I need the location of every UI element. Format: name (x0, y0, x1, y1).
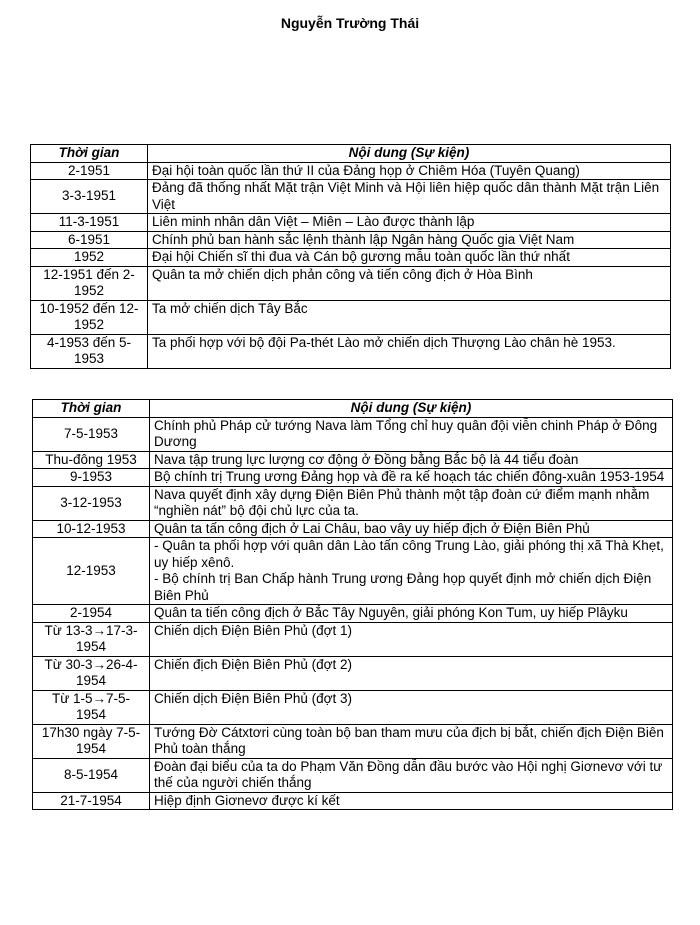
table-row (31, 180, 671, 214)
header-event: Nội dung (Sự kiện) (148, 145, 671, 163)
row-event: Nava tập trung lực lượng cơ động ở Đồng bằng Bắc bộ là 44 tiểu đoàn (150, 451, 673, 469)
row-time: Từ 30-3→26-4-1954 (33, 656, 150, 690)
row-time: 8-5-1954 (33, 758, 150, 792)
row-time: 3-3-1951 (31, 180, 148, 214)
row-event: Hiệp định Giơnevơ được kí kết (150, 792, 673, 810)
table-row (33, 690, 673, 724)
table-row (33, 451, 673, 469)
row-event: Chính phủ Pháp cử tướng Nava làm Tổng chỉ huy quân đội viễn chinh Pháp ở Đông Dương (150, 417, 673, 451)
table-row (33, 622, 673, 656)
table-row (33, 417, 673, 451)
row-time: 10-1952 đến 12-1952 (31, 300, 148, 334)
table-row (31, 334, 671, 368)
row-time: 1952 (31, 249, 148, 267)
table-row (33, 520, 673, 538)
header-event: Nội dung (Sự kiện) (150, 400, 673, 418)
row-event: Chiến dịch Điện Biên Phủ (đợt 3) (150, 690, 673, 724)
row-event: Đại hội toàn quốc lần thứ II của Đảng họp ở Chiêm Hóa (Tuyên Quang) (148, 162, 671, 180)
table-header-row (33, 400, 673, 418)
row-event: Chính phủ ban hành sắc lệnh thành lập Ngân hàng Quốc gia Việt Nam (148, 231, 671, 249)
row-event: Đại hội Chiến sĩ thi đua và Cán bộ gương mẫu toàn quốc lần thứ nhất (148, 249, 671, 267)
row-time: 2-1951 (31, 162, 148, 180)
table-row (33, 486, 673, 520)
table-row (33, 538, 673, 605)
row-time: 3-12-1953 (33, 486, 150, 520)
row-event: Chiến địch Điện Biên Phủ (đợt 2) (150, 656, 673, 690)
row-event: Quân ta tấn công địch ở Lai Châu, bao vây uy hiếp địch ở Điện Biên Phủ (150, 520, 673, 538)
header-time: Thời gian (31, 145, 148, 163)
row-time: Từ 1-5→7-5-1954 (33, 690, 150, 724)
row-time: 9-1953 (33, 469, 150, 487)
row-event: Quân ta mở chiến dịch phản công và tiến công địch ở Hòa Bình (148, 266, 671, 300)
row-time: 11-3-1951 (31, 214, 148, 232)
row-time: 7-5-1953 (33, 417, 150, 451)
row-event: Quân ta tiến công địch ở Bắc Tây Nguyên, giải phóng Kon Tum, uy hiếp Plâyku (150, 605, 673, 623)
row-time: 10-12-1953 (33, 520, 150, 538)
table-row (31, 162, 671, 180)
row-event: Nava quyết định xây dựng Điện Biên Phủ thành một tập đoàn cứ điểm mạnh nhằm “nghiền nát” bộ đội chủ lực của ta. (150, 486, 673, 520)
table-row (33, 724, 673, 758)
table-header-row (31, 145, 671, 163)
row-event: Tướng Đờ Cátxtơri cùng toàn bộ ban tham mưu của địch bị bắt, chiến địch Điện Biên Phủ toàn thắng (150, 724, 673, 758)
row-event: Đoàn đại biểu của ta do Phạm Văn Đồng dẫn đầu bước vào Hội nghị Giơnevơ với tư thế của người chiến thắng (150, 758, 673, 792)
row-time: 2-1954 (33, 605, 150, 623)
table-row (31, 300, 671, 334)
row-time: Từ 13-3→17-3-1954 (33, 622, 150, 656)
table-row (33, 469, 673, 487)
row-event: Chiến dịch Điện Biên Phủ (đợt 1) (150, 622, 673, 656)
row-time: 12-1951 đến 2-1952 (31, 266, 148, 300)
table-row (31, 214, 671, 232)
row-event: Đảng đã thống nhất Mặt trận Việt Minh và Hội liên hiệp quốc dân thành Mặt trận Liên Việt (148, 180, 671, 214)
table-body (31, 162, 671, 368)
timeline-table-1951-1953 (30, 144, 671, 369)
row-time: 17h30 ngày 7-5-1954 (33, 724, 150, 758)
row-event: Ta mở chiến dịch Tây Bắc (148, 300, 671, 334)
table-row (31, 231, 671, 249)
table-row (33, 656, 673, 690)
row-event: - Quân ta phối hợp với quân dân Lào tấn công Trung Lào, giải phóng thị xã Thà Khẹt, uy hiếp xênô. - Bộ chính trị Ban Chấp hành Trung ương Đảng họp quyết định mở chiến dịch Điện Biên Phủ (150, 538, 673, 605)
table-row (33, 758, 673, 792)
row-time: 12-1953 (33, 538, 150, 605)
row-time: 4-1953 đến 5-1953 (31, 334, 148, 368)
header-time: Thời gian (33, 400, 150, 418)
row-time: 6-1951 (31, 231, 148, 249)
table-row (31, 249, 671, 267)
row-event: Liên minh nhân dân Việt – Miên – Lào được thành lập (148, 214, 671, 232)
table-row (33, 792, 673, 810)
table-row (31, 266, 671, 300)
table-row (33, 605, 673, 623)
table-body (33, 417, 673, 810)
row-event: Ta phối hợp với bộ đội Pa-thét Lào mở chiến dịch Thượng Lào chân hè 1953. (148, 334, 671, 368)
row-event: Bộ chính trị Trung ương Đảng họp và đề ra kế hoạch tác chiến đông-xuân 1953-1954 (150, 469, 673, 487)
document-title: Nguyễn Trường Thái (280, 15, 420, 31)
row-time: 21-7-1954 (33, 792, 150, 810)
row-time: Thu-đông 1953 (33, 451, 150, 469)
timeline-table-1953-1954 (32, 399, 673, 810)
